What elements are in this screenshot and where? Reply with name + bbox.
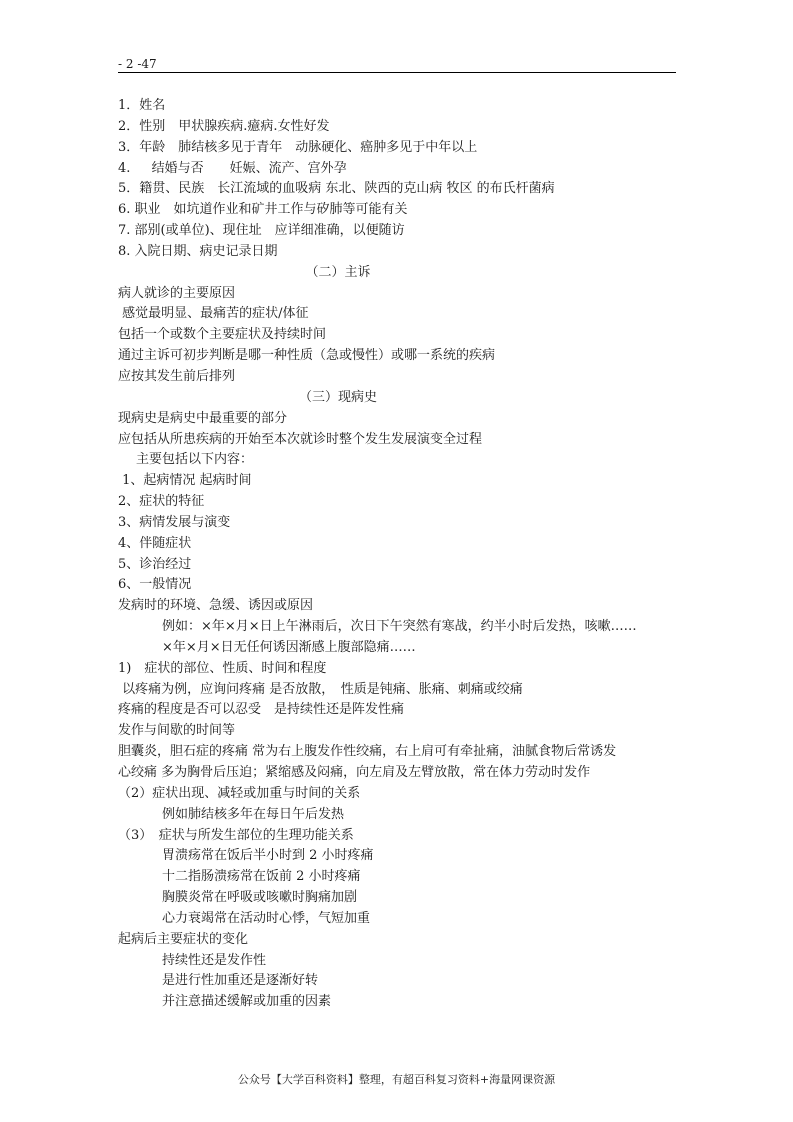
section-heading: （三）现病史	[298, 389, 377, 405]
text-line: 6、一般情况	[118, 577, 192, 593]
text-line: 例如肺结核多年在每日午后发热	[162, 806, 345, 822]
text-line: 心力衰竭常在活动时心悸，气短加重	[162, 910, 371, 926]
text-line: 2．性别 甲状腺疾病.癔病.女性好发	[118, 118, 330, 134]
section-heading: （二）主诉	[305, 264, 371, 280]
text-line: 8. 入院日期、病史记录日期	[118, 243, 278, 259]
text-line: 包括一个或数个主要症状及持续时间	[118, 327, 327, 343]
text-line: 感觉最明显、最痛苦的症状/体征	[118, 306, 309, 322]
text-line: 5、诊治经过	[118, 556, 192, 572]
text-line: （3） 症状与所发生部位的生理功能关系	[118, 827, 354, 843]
text-line: 3．年龄 肺结核多见于青年 动脉硬化、癌肿多见于中年以上	[118, 139, 478, 155]
text-line: 心绞痛 多为胸骨后压迫；紧缩感及闷痛，向左肩及左臂放散，常在体力劳动时发作	[118, 765, 591, 780]
text-line: 主要包括以下内容：	[136, 452, 254, 468]
text-line: 疼痛的程度是否可以忍受 是持续性还是阵发性痛	[118, 702, 405, 718]
text-line: 应按其发生前后排列	[118, 368, 236, 384]
text-line: 发作与间歇的时间等	[118, 723, 236, 739]
text-line: 通过主诉可初步判断是哪一种性质（急或慢性）或哪一系统的疾病	[118, 348, 496, 364]
text-line: 十二指肠溃疡常在饭前 2 小时疼痛	[162, 869, 361, 885]
text-line: 1、起病情况 起病时间	[118, 473, 252, 489]
text-line: 现病史是病史中最重要的部分	[118, 410, 288, 426]
text-line: 胃溃疡常在饭后半小时到 2 小时疼痛	[162, 848, 374, 864]
text-line: 病人就诊的主要原因	[118, 285, 236, 301]
text-line: 持续性还是发作性	[162, 952, 267, 968]
text-line: 以疼痛为例，应询问疼痛 是否放散， 性质是钝痛、胀痛、刺痛或绞痛	[118, 681, 523, 697]
document-body	[118, 96, 688, 1013]
text-line: 胆囊炎，胆石症的疼痛 常为右上腹发作性绞痛，右上肩可有牵扯痛，油腻食物后常诱发	[118, 744, 617, 760]
text-line: 应包括从所患疾病的开始至本次就诊时整个发生发展演变全过程	[118, 431, 483, 447]
text-line: 7. 部别(或单位)、现住址 应详细准确，以便随访	[118, 223, 405, 239]
text-line: （2）症状出现、减轻或加重与时间的关系	[118, 785, 361, 801]
text-line: 并注意描述缓解或加重的因素	[162, 994, 332, 1010]
text-line: 2、症状的特征	[118, 494, 205, 510]
text-line: 发病时的环境、急缓、诱因或原因	[118, 598, 314, 614]
text-line: 6. 职业 如坑道作业和矿井工作与矽肺等可能有关	[118, 202, 408, 218]
text-line: 是进行性加重还是逐渐好转	[162, 973, 319, 989]
page-number: - 2 -47	[118, 57, 157, 71]
text-line: 例如：×年×月×日上午淋雨后，次日下午突然有寒战，约半小时后发热，咳嗽……	[162, 619, 637, 635]
text-line: ×年×月×日无任何诱因渐感上腹部隐痛……	[162, 639, 416, 655]
text-line: 1) 症状的部位、性质、时间和程度	[118, 660, 327, 676]
header-rule	[118, 72, 676, 73]
text-line: 起病后主要症状的变化	[118, 931, 249, 947]
footer-note: 公众号【大学百科资料】整理，有超百科复习资料+海量网课资源	[237, 1073, 556, 1086]
text-line: 胸膜炎常在呼吸或咳嗽时胸痛加剧	[162, 890, 358, 906]
text-line: 4、伴随症状	[118, 535, 192, 551]
text-line: 5．籍贯、民族 长江流域的血吸病 东北、陕西的克山病 牧区 的布氏杆菌病	[118, 181, 555, 197]
text-line: 4. 结婚与否 妊娠、流产、宫外孕	[118, 160, 347, 176]
text-line: 1．姓名	[118, 98, 166, 113]
text-line: 3、病情发展与演变	[118, 514, 231, 530]
